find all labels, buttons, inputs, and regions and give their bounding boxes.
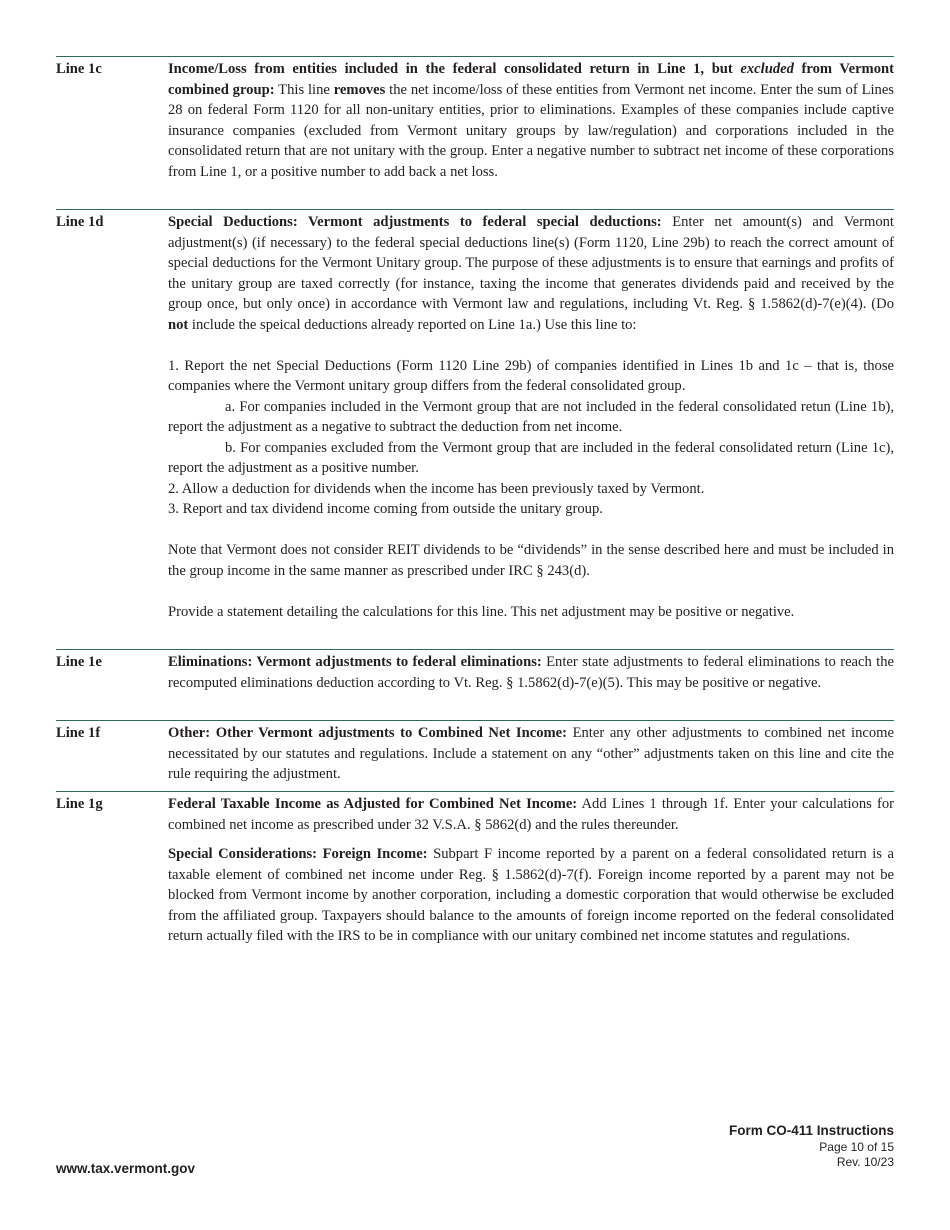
list-item: 1. Report the net Special Deductions (Form 1120 Line 29b) of companies identified in Lines 1b and 1c – that is, those companies where the Vermont unitary group differs from the federal consolidated group. bbox=[168, 357, 894, 394]
website-link[interactable]: www.tax.vermont.gov bbox=[56, 1161, 196, 1176]
paragraph: Income/Loss from entities included in the federal consolidated return in Line 1, but excluded from Vermont combined group: This line removes the net income/loss of these entities from Vermont net income. Enter the sum of Lines 28 on federal Form 1120 for all non-unitary entities, prior to eliminations. Examples of these companies include captive insurance companies (excluded from Vermont unitary groups by law/regulation) and corporations included in the consolidated return that are not unitary with the group. Enter a negative number to subtract net income of these corporations from Line 1, or a positive number to add back a net loss. bbox=[168, 61, 894, 180]
list-subitem: a. For companies included in the Vermont group that are not included in the federal consolidated retun (Line 1b), report the adjustment as a negative to subtract the deduction from net income. bbox=[168, 398, 894, 435]
section-body bbox=[168, 212, 894, 622]
line-label: Line 1g bbox=[56, 796, 103, 812]
paragraph: Special Deductions: Vermont adjustments to federal special deductions: Enter net amount(s) and Vermont adjustment(s) (if necessary) to the federal special deductions line(s) (Form 1120, Line 29b) to reach the correct amount of special deductions for the Vermont Unitary group. The purpose of these adjustments is to ensure that earnings and profits of the unitary group are taxed correctly (for instance, taxing the income that generates dividends paid and received by the group once, but only once) in accordance with Vermont law and regulations, including Vt. Reg. § 1.5862(d)-7(e)(4). (Do not include the speical deductions already reported on Line 1a.) Use this line to: bbox=[168, 214, 894, 333]
section-body bbox=[168, 652, 894, 693]
line-label: Line 1f bbox=[56, 725, 101, 741]
section-line-1f bbox=[56, 720, 894, 785]
section-line-1e bbox=[56, 649, 894, 693]
section-body bbox=[168, 59, 894, 182]
section-body bbox=[168, 723, 894, 785]
subsection-title: Special Considerations: Foreign Income: bbox=[168, 846, 428, 862]
revision-date: Rev. 10/23 bbox=[836, 1155, 894, 1169]
paragraph: Other: Other Vermont adjustments to Combined Net Income: Enter any other adjustments to combined net income necessitated by our statutes and regulations. Include a statement on any “other” adjustments taken on this line and cite the rule requiring the adjustment. bbox=[168, 725, 894, 782]
line-label: Line 1c bbox=[56, 61, 102, 77]
section-line-1c bbox=[56, 56, 894, 182]
footer-info bbox=[729, 1122, 894, 1170]
paragraph: Note that Vermont does not consider REIT dividends to be “dividends” in the sense described here and must be included in the group income in the same manner as prescribed under IRC § 243(d). bbox=[168, 542, 894, 579]
paragraph: Provide a statement detailing the calculations for this line. This net adjustment may be positive or negative. bbox=[168, 603, 795, 620]
paragraph: Special Considerations: Foreign Income: Subpart F income reported by a parent on a federal consolidated return is a taxable element of combined net income under Reg. § 1.5862(d)-7(f). Foreign income reported by a parent may not be blocked from Vermont income by another corporation, including a domestic corporation that would otherwise be excluded from the affiliated group. Taxpayers should balance to the amounts of foreign income reported on the federal consolidated return actually filed with the IRS to be in compliance with our unitary combined net income statutes and regulations. bbox=[168, 846, 894, 944]
line-title: Eliminations: Vermont adjustments to federal eliminations: bbox=[168, 654, 542, 670]
line-label: Line 1d bbox=[56, 214, 104, 230]
form-title: Form CO-411 Instructions bbox=[728, 1123, 894, 1138]
paragraph: Federal Taxable Income as Adjusted for Combined Net Income: Add Lines 1 through 1f. Enter your calculations for combined net income as prescribed under 32 V.S.A. § 5862(d) and the rules thereunder. bbox=[168, 796, 894, 833]
section-body bbox=[168, 794, 894, 947]
line-title: Federal Taxable Income as Adjusted for Combined Net Income: bbox=[168, 796, 578, 812]
section-line-1g bbox=[56, 791, 894, 947]
paragraph: Eliminations: Vermont adjustments to federal eliminations: Enter state adjustments to federal eliminations to reach the recomputed eliminations deduction according to Vt. Reg. § 1.5862(d)-7(e)(5). This may be positive or negative. bbox=[168, 654, 894, 691]
list-item: 3. Report and tax dividend income coming from outside the unitary group. bbox=[168, 501, 603, 517]
line-title: Other: Other Vermont adjustments to Combined Net Income: bbox=[168, 725, 567, 741]
line-title: Income/Loss from entities included in the federal consolidated return in Line 1, but excluded from Vermont combined group: bbox=[168, 61, 894, 98]
line-label: Line 1e bbox=[56, 654, 102, 670]
section-line-1d bbox=[56, 209, 894, 622]
page-number: Page 10 of 15 bbox=[819, 1140, 894, 1154]
list-subitem: b. For companies excluded from the Vermont group that are included in the federal consolidated return (Line 1c), report the adjustment as a positive number. bbox=[168, 439, 894, 476]
list-item: 2. Allow a deduction for dividends when the income has been previously taxed by Vermont. bbox=[168, 480, 705, 497]
line-title: Special Deductions: Vermont adjustments to federal special deductions: bbox=[168, 214, 662, 230]
